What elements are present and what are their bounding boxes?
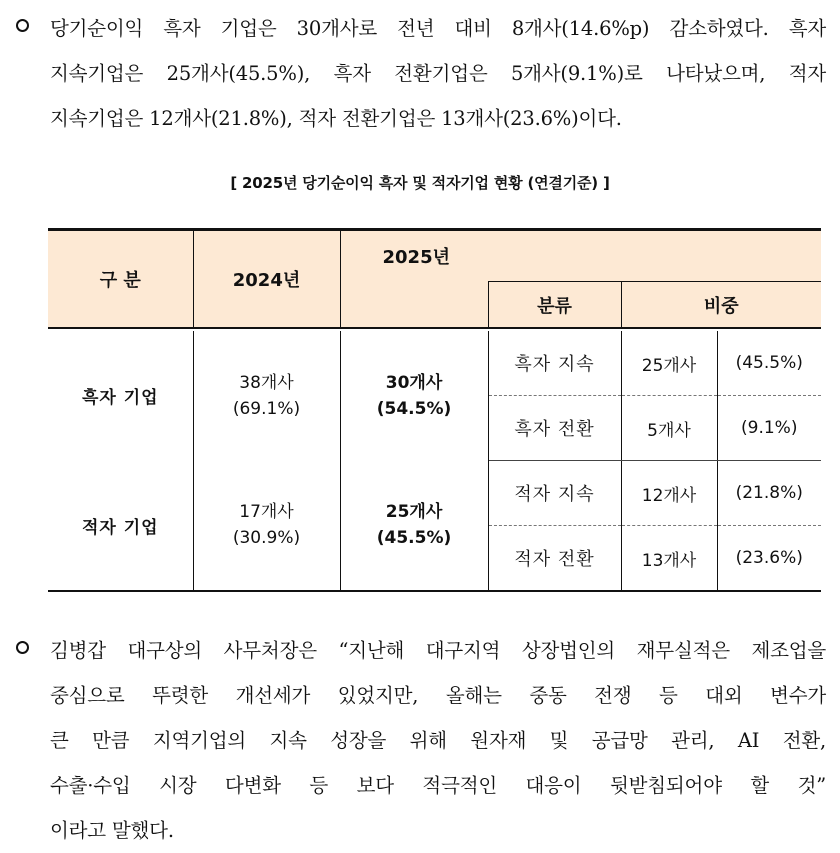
- category-label: 적자 지속: [488, 461, 621, 526]
- category-share: (9.1%): [717, 396, 821, 461]
- count-2025: 25개사 (45.5%): [340, 461, 488, 592]
- count-2025: 30개사 (54.5%): [340, 331, 488, 461]
- summary-paragraph: [16, 6, 826, 141]
- circle-bullet-icon: [16, 641, 29, 654]
- paragraph-line: 중심으로 뚜렷한 개선세가 있었지만, 올해는 중동 전쟁 등 대외 변수가: [50, 684, 826, 707]
- category-share: (45.5%): [717, 331, 821, 396]
- paragraph-line: 큰 만큼 지역기업의 지속 성장을 위해 원자재 및 공급망 관리, AI 전환,: [50, 729, 826, 752]
- category-label: 적자 전환: [488, 526, 621, 592]
- count-2024: 38개사 (69.1%): [193, 331, 340, 461]
- count-2024: 17개사 (30.9%): [193, 461, 340, 592]
- category-share: (21.8%): [717, 461, 821, 526]
- paragraph-line: 수출·수입 시장 다변화 등 보다 적극적인 대응이 뒷받침되어야 할 것”: [50, 774, 826, 797]
- profit-loss-table: [48, 228, 821, 592]
- header-bunryu: 분류: [488, 282, 621, 328]
- paragraph-line: 당기순이익 흑자 기업은 30개사로 전년 대비 8개사(14.6%p) 감소하였다. 흑자: [50, 17, 826, 40]
- category-count: 25개사: [621, 331, 717, 396]
- category-label: 흑자 지속: [488, 331, 621, 396]
- table-header-row: [48, 230, 821, 282]
- category-share: (23.6%): [717, 526, 821, 592]
- paragraph-line: 지속기업은 25개사(45.5%), 흑자 전환기업은 5개사(9.1%)로 나타났으며, 적자: [50, 62, 826, 85]
- category-count: 5개사: [621, 396, 717, 461]
- circle-bullet-icon: [16, 19, 29, 32]
- table-row: [48, 331, 821, 396]
- table-row: [48, 461, 821, 526]
- header-2025: 2025년: [340, 230, 821, 282]
- header-gubun: 구 분: [48, 230, 193, 328]
- category-count: 12개사: [621, 461, 717, 526]
- group-label: 적자 기업: [48, 461, 193, 592]
- header-bijung: 비중: [621, 282, 821, 328]
- quote-paragraph: [16, 628, 826, 853]
- category-count: 13개사: [621, 526, 717, 592]
- paragraph-line: 김병갑 대구상의 사무처장은 “지난해 대구지역 상장법인의 재무실적은 제조업을: [50, 639, 826, 662]
- paragraph-line: 지속기업은 12개사(21.8%), 적자 전환기업은 13개사(23.6%)이다.: [50, 107, 622, 130]
- category-label: 흑자 전환: [488, 396, 621, 461]
- paragraph-line: 이라고 말했다.: [50, 819, 174, 842]
- group-label: 흑자 기업: [48, 331, 193, 461]
- table-title: [ 2025년 당기순이익 흑자 및 적자기업 현황 (연결기준) ]: [230, 174, 610, 192]
- header-2024: 2024년: [193, 230, 340, 328]
